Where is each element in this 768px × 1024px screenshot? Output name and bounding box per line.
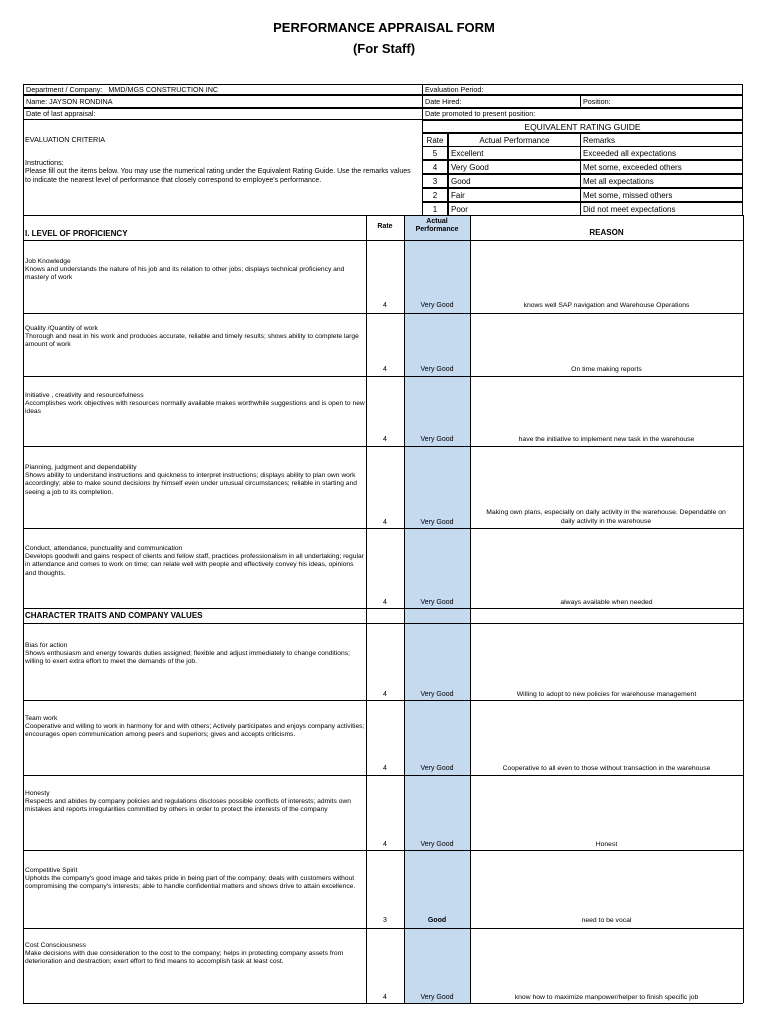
- rating-guide-row: [422, 160, 743, 174]
- rating-guide-actual: Fair: [448, 188, 581, 202]
- criterion-description: [25, 790, 365, 815]
- criterion-rate: 4: [383, 765, 387, 772]
- criterion-description: [25, 464, 365, 497]
- last-appraisal-label: Date of last appraisal:: [26, 109, 96, 118]
- table-border: [23, 240, 743, 241]
- rating-guide-row: [422, 188, 743, 202]
- criterion-name: Conduct, attendance, punctuality and communication: [25, 545, 183, 552]
- actual-performance-column-shading: [404, 215, 470, 1003]
- criterion-actual-performance: Very Good: [420, 366, 454, 373]
- criterion-text: Shows ability to understand instructions and quickness to interpret instructions; displays ability to plan own work accordingly; able to make sound decisions by himself even under unusual circumstances; reliable in starting and seeing a job to its completion.: [25, 472, 357, 496]
- criterion-rate: 4: [383, 366, 387, 373]
- table-border: [23, 850, 743, 851]
- table-border: [23, 1003, 743, 1004]
- rating-guide-rate: 3: [422, 174, 448, 188]
- table-border: [470, 215, 471, 1003]
- criterion-description: [25, 392, 365, 417]
- criterion-description: [25, 942, 365, 967]
- table-border: [743, 215, 744, 1003]
- criterion-rate: 4: [383, 691, 387, 698]
- table-border: [23, 215, 743, 216]
- rating-guide-actual: Very Good: [448, 160, 581, 174]
- criterion-description: [25, 325, 365, 350]
- col-header-actual-performance: Actual Performance: [415, 218, 459, 233]
- criterion-actual-performance: Very Good: [420, 599, 454, 606]
- criterion-text: Shows enthusiasm and energy towards duties assigned; flexible and adjust immediately to change conditions; willing to exert extra effort to meet the demands of the job.: [25, 650, 350, 666]
- date-hired-label: Date Hired:: [425, 97, 462, 106]
- form-subtitle: (For Staff): [352, 41, 416, 56]
- criterion-reason: knows well SAP navigation and Warehouse Operations: [523, 302, 690, 309]
- criterion-rate: 4: [383, 436, 387, 443]
- criterion-description: [25, 258, 365, 283]
- criterion-actual-performance: Very Good: [420, 436, 454, 443]
- name-value: JAYSON RONDINA: [49, 97, 113, 106]
- criterion-name: Honesty: [25, 790, 50, 797]
- section-level-of-proficiency: I. LEVEL OF PROFICIENCY: [25, 229, 128, 238]
- criterion-description: [25, 545, 365, 578]
- table-border: [23, 623, 743, 624]
- position-cell: [580, 95, 743, 108]
- table-border: [23, 215, 24, 1003]
- date-hired-cell: [422, 95, 581, 108]
- rating-guide-row: [422, 174, 743, 188]
- col-header-rate: Rate: [377, 223, 393, 230]
- department-label: Department / Company:: [26, 85, 103, 94]
- criterion-reason: have the initiative to implement new task in the warehouse: [518, 436, 695, 443]
- employee-info-header: [23, 84, 743, 216]
- rating-guide-rate: 4: [422, 160, 448, 174]
- table-border: [23, 313, 743, 314]
- criterion-name: Initiative , creativity and resourcefulness: [25, 392, 144, 399]
- criterion-rate: 3: [383, 917, 387, 924]
- criterion-text: Develops goodwill and gains respect of clients and fellow staff, practices professionalism in all undertaking; regular in attendance and comes to work on time; can relate well with people and effectively convey his ideas, opinions and thoughts.: [25, 553, 364, 577]
- criterion-name: Competitive Spirit: [25, 867, 78, 874]
- table-border: [23, 376, 743, 377]
- table-border: [23, 528, 743, 529]
- instructions-text: Please fill out the items below. You may use the numerical rating under the Equivalent Rating Guide. Use the remarks values to indicate the nearest level of performance that closely correspond to employee's performance.: [25, 168, 411, 184]
- rating-guide-col-rate: Rate: [422, 133, 448, 147]
- criterion-description: [25, 867, 365, 892]
- criterion-text: Thorough and neat in his work and produces accurate, reliable and timely results; shows ability to complete large amount of work: [25, 333, 359, 349]
- criterion-rate: 4: [383, 841, 387, 848]
- position-label: Position:: [583, 97, 611, 106]
- rating-guide-remarks: Exceeded all expectations: [580, 146, 743, 160]
- rating-guide-remarks: Did not meet expectations: [580, 202, 743, 216]
- last-appraisal-cell: [23, 108, 423, 120]
- criterion-reason: Cooperative to all even to those without transaction in the warehouse: [502, 765, 711, 772]
- rating-guide-row: [422, 146, 743, 160]
- rating-guide-actual: Poor: [448, 202, 581, 216]
- name-cell: [23, 95, 423, 108]
- criterion-name: Job Knowledge: [25, 258, 71, 265]
- criterion-name: Cost Consciousness: [25, 942, 86, 949]
- criterion-reason: Making own plans, especially on daily activity in the warehouse. Dependable on daily activity in the warehouse: [486, 509, 726, 525]
- criterion-name: Planning, judgment and dependability: [25, 464, 137, 471]
- criterion-rate: 4: [383, 994, 387, 1001]
- criterion-actual-performance: Very Good: [420, 994, 454, 1001]
- criterion-name: Team work: [25, 715, 58, 722]
- rating-guide-header-row: [422, 133, 743, 147]
- rating-guide-remarks: Met all expectations: [580, 174, 743, 188]
- criterion-actual-performance: Very Good: [420, 765, 454, 772]
- criterion-actual-performance: Very Good: [420, 691, 454, 698]
- criterion-text: Make decisions with due consideration to the cost to the company; helps in protecting company assets from deterioration and destraction; exert effort to find means to accomplish task at least cost.: [25, 950, 344, 966]
- rating-guide-rate: 5: [422, 146, 448, 160]
- rating-guide-remarks: Met some, exceeded others: [580, 160, 743, 174]
- criterion-text: Knows and understands the nature of his job and its relation to other jobs; displays technical proficiency and mastery of work: [25, 266, 345, 282]
- date-promoted-label: Date promoted to present position:: [425, 109, 536, 118]
- criterion-reason: On time making reports: [571, 366, 642, 373]
- evaluation-period-cell: [422, 84, 743, 95]
- department-cell: [23, 84, 423, 95]
- criterion-actual-performance: Very Good: [420, 841, 454, 848]
- criterion-rate: 4: [383, 519, 387, 526]
- rating-guide-rate: 2: [422, 188, 448, 202]
- section-character-traits: CHARACTER TRAITS AND COMPANY VALUES: [25, 611, 203, 620]
- rating-guide-rate: 1: [422, 202, 448, 216]
- criterion-rate: 4: [383, 599, 387, 606]
- criterion-reason: know how to maximize manpower/helper to finish specific job: [514, 994, 699, 1001]
- evaluation-period-label: Evaluation Period:: [425, 85, 484, 94]
- col-header-reason: REASON: [589, 228, 624, 237]
- table-border: [23, 928, 743, 929]
- criterion-description: [25, 642, 365, 667]
- criterion-description: [25, 715, 365, 740]
- criterion-text: Respects and abides by company policies and regulations discloses possible conflicts of interests; admits own mistakes and reports irregularities committed by others in order to protect the interests of the company: [25, 798, 351, 814]
- rating-guide-row: [422, 202, 743, 216]
- criterion-rate: 4: [383, 302, 387, 309]
- criterion-actual-performance: Very Good: [420, 302, 454, 309]
- instructions-label: Instructions:: [25, 158, 64, 167]
- table-border: [23, 700, 743, 701]
- criterion-name: Quality /Quantity of work: [25, 325, 98, 332]
- table-border: [366, 215, 367, 1003]
- rating-guide-remarks: Met some, missed others: [580, 188, 743, 202]
- department-value: MMD/MGS CONSTRUCTION INC: [108, 85, 219, 94]
- form-title: PERFORMANCE APPRAISAL FORM: [273, 20, 495, 35]
- criterion-reason: need to be vocal: [581, 917, 632, 924]
- criterion-text: Accomplishes work objectives with resources normally available makes worthwhile suggestions and is open to new ideas: [25, 400, 365, 416]
- rating-guide-col-actual: Actual Performance: [448, 133, 581, 147]
- criterion-text: Upholds the company's good image and takes pride in being part of the company; deals with customers without compromising the company's interests; able to handle confidential matters and shows drive to attain excellence.: [25, 875, 356, 891]
- table-border: [23, 775, 743, 776]
- date-promoted-cell: [422, 108, 743, 120]
- rating-guide-title: EQUIVALENT RATING GUIDE: [422, 120, 743, 133]
- table-border: [23, 608, 743, 609]
- evaluation-criteria-label: EVALUATION CRITERIA: [25, 135, 106, 144]
- rating-guide-col-remarks: Remarks: [580, 133, 743, 147]
- criterion-name: Bias for action: [25, 642, 68, 649]
- table-border: [23, 446, 743, 447]
- criterion-actual-performance: Very Good: [420, 519, 454, 526]
- rating-guide-actual: Good: [448, 174, 581, 188]
- rating-guide-actual: Excellent: [448, 146, 581, 160]
- criterion-reason: Honest: [595, 841, 618, 848]
- table-border: [404, 215, 405, 1003]
- appraisal-table: [23, 215, 743, 1003]
- criterion-reason: Willing to adopt to new policies for warehouse management: [516, 691, 697, 698]
- name-label: Name:: [26, 97, 48, 106]
- criterion-text: Cooperative and willing to work in harmony for and with others; Actively participates and enjoys company activities; encourages open communication among peers and superiors; gives and accepts criticisms.: [25, 723, 365, 739]
- criterion-reason: always available when needed: [560, 599, 653, 606]
- criterion-actual-performance: Good: [427, 917, 447, 924]
